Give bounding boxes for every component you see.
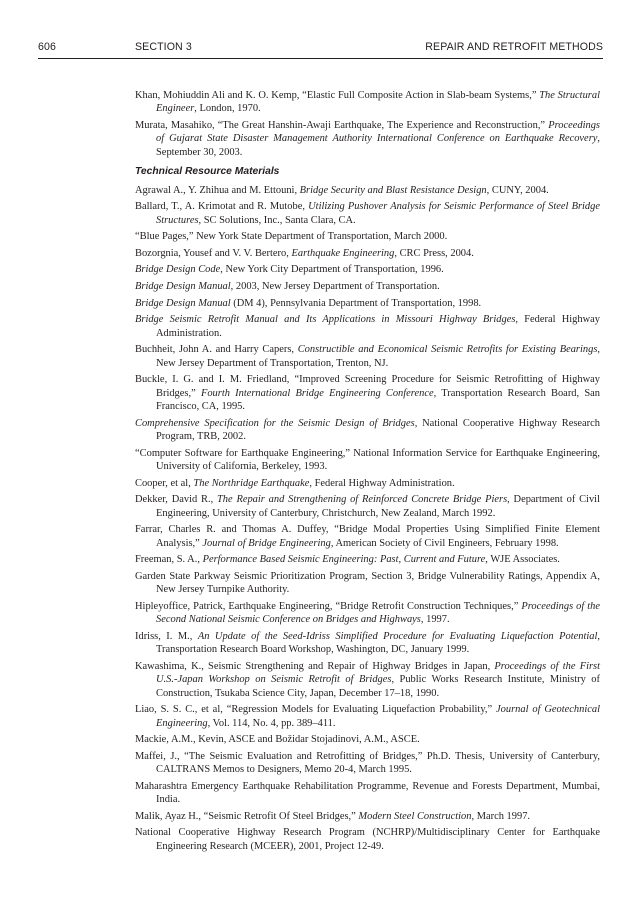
reference-text: Mackie, A.M., Kevin, ASCE and Božidar Stojadinovi, A.M., ASCE.	[135, 734, 420, 746]
reference-title: An Update of the Seed-Idriss Simplified Procedure for Evaluating Liquefaction Potential	[197, 630, 598, 642]
reference-text: , Transportation Research Board, San Francisco, CA, 1995.	[156, 387, 600, 412]
reference-title: Comprehensive Specification for the Seismic Design of Bridges	[135, 417, 415, 429]
reference-text: , Federal Highway Administration.	[156, 314, 600, 339]
reference-text: Maharashtra Emergency Earthquake Rehabilitation Programme, Revenue and Forests Department, Mumbai, India.	[135, 780, 600, 806]
reference-text: , New Jersey Department of Transportation, Trenton, NJ.	[156, 344, 600, 369]
reference-text: , September 30, 2003.	[156, 133, 600, 158]
reference-entry	[135, 660, 600, 700]
reference-text: , American Society of Civil Engineers, February 1998.	[330, 537, 559, 549]
reference-title: Bridge Security and Blast Resistance Design	[299, 184, 487, 196]
references-before-subheading	[135, 89, 600, 159]
reference-text: National Cooperative Highway Research Program (NCHRP)/Multidisciplinary Center for Earthquake Engineering Research (MCEER), 2001, Project 12-49.	[135, 827, 600, 852]
reference-text: Khan, Mohiuddin Ali and K. O. Kemp, “Elastic Full Composite Action in Slab-beam Systems,”	[135, 90, 540, 101]
reference-entry	[135, 570, 600, 597]
running-header	[38, 41, 603, 55]
reference-text: Maffei, J., “The Seismic Evaluation and Retrofitting of Bridges,” Ph.D. Thesis, University of Canterbury, CALTRANS Memos to Designers, Memo 20-4, March 1995.	[135, 750, 600, 776]
reference-entry	[135, 553, 600, 566]
reference-text: (DM 4), Pennsylvania Department of Transportation, 1998.	[230, 297, 482, 309]
reference-entry	[135, 477, 600, 490]
reference-text: Bozorgnia, Yousef and V. V. Bertero,	[135, 247, 292, 259]
reference-list	[135, 89, 600, 856]
reference-text: , CRC Press, 2004.	[394, 247, 474, 259]
reference-text: Kawashima, K., Seismic Strengthening and Repair of Highway Bridges in Japan,	[135, 660, 495, 672]
reference-entry	[135, 247, 600, 260]
reference-text: Ballard, T., A. Krimotat and R. Mutobe,	[135, 201, 309, 213]
running-title: REPAIR AND RETROFIT METHODS	[425, 41, 603, 53]
reference-title: Bridge Seismic Retrofit Manual and Its Applications in Missouri Highway Bridges	[135, 314, 516, 326]
reference-title: Constructible and Economical Seismic Retrofits for Existing Bearings	[297, 344, 598, 356]
reference-text: Idriss, I. M.,	[135, 630, 198, 642]
reference-title: Proceedings of Gujarat State Disaster Management Authority International Conference on Earthquake Recovery	[156, 120, 600, 145]
reference-title: Modern Steel Construction	[358, 810, 472, 822]
reference-entry	[135, 373, 600, 413]
reference-entry	[135, 703, 600, 730]
reference-entry	[135, 297, 600, 310]
reference-entry	[135, 343, 600, 370]
reference-entry	[135, 119, 600, 159]
page-number: 606	[38, 41, 56, 53]
reference-entry	[135, 733, 600, 746]
reference-title: Earthquake Engineering	[291, 247, 395, 259]
reference-text: , Public Works Research Institute, Ministry of Construction, Tsukaba Science City, Japan, December 17–18, 1990.	[156, 674, 600, 699]
header-rule	[38, 58, 603, 59]
reference-text: , WJE Associates.	[485, 554, 560, 566]
reference-text: , 1997.	[420, 614, 450, 626]
reference-title: Proceedings of the First U.S.-Japan Workshop on Seismic Retrofit of Bridges	[156, 660, 600, 686]
reference-text: Buchheit, John A. and Harry Capers,	[135, 344, 298, 356]
reference-text: , Transportation Research Board Workshop, Washington, DC, January 1999.	[156, 630, 600, 656]
reference-text: Farrar, Charles R. and Thomas A. Duffey, “Bridge Modal Properties Using Simplified Finite Element Analysis,”	[135, 524, 600, 549]
reference-entry	[135, 89, 600, 116]
reference-title: Bridge Design Manual	[135, 281, 231, 292]
reference-text: Cooper, et al,	[135, 477, 194, 489]
reference-title: Performance Based Seismic Engineering: Past, Current and Future	[202, 554, 486, 566]
references-technical-resource-materials	[135, 184, 600, 853]
reference-text: Malik, Ayaz H., “Seismic Retrofit Of Steel Bridges,”	[135, 810, 359, 822]
reference-title: The Repair and Strengthening of Reinforced Concrete Bridge Piers	[217, 494, 508, 506]
reference-text: , March 1997.	[471, 810, 531, 822]
reference-text: “Computer Software for Earthquake Engineering,” National Information Service for Earthquake Engineering, University of California, Berkeley, 1993.	[135, 447, 600, 472]
reference-entry	[135, 184, 600, 197]
reference-text: Hipleyoffice, Patrick, Earthquake Engineering, “Bridge Retrofit Construction Techniques,”	[135, 600, 522, 612]
reference-entry	[135, 230, 600, 243]
reference-entry	[135, 523, 600, 550]
reference-text: Dekker, David R.,	[135, 494, 217, 506]
reference-entry	[135, 200, 600, 227]
reference-text: , SC Solutions, Inc., Santa Clara, CA.	[198, 214, 356, 226]
subheading-technical-resource-materials: Technical Resource Materials	[135, 166, 280, 178]
reference-entry	[135, 280, 600, 293]
reference-title: Fourth International Bridge Engineering Conference	[200, 387, 434, 399]
reference-entry	[135, 810, 600, 823]
reference-text: , London, 1970.	[194, 103, 261, 115]
reference-entry	[135, 263, 600, 276]
reference-entry	[135, 630, 600, 657]
reference-entry	[135, 313, 600, 340]
reference-text: Liao, S. S. C., et al, “Regression Models for Evaluating Liquefaction Probability,”	[135, 704, 496, 716]
section-label: SECTION 3	[135, 41, 192, 53]
reference-text: , Department of Civil Engineering, University of Canterbury, Christchurch, New Zealand, March 1992.	[156, 494, 600, 519]
reference-text: , 2003, New Jersey Department of Transportation.	[230, 281, 440, 292]
reference-entry	[135, 826, 600, 853]
reference-entry	[135, 417, 600, 444]
reference-entry	[135, 780, 600, 807]
reference-text: “Blue Pages,” New York State Department of Transportation, March 2000.	[135, 231, 448, 243]
reference-text: , New York City Department of Transportation, 1996.	[220, 264, 444, 276]
reference-title: Bridge Design Code	[135, 264, 221, 276]
reference-text: Agrawal A., Y. Zhihua and M. Ettouni,	[135, 184, 300, 196]
reference-text: Buckle, I. G. and I. M. Friedland, “Improved Screening Procedure for Seismic Retrofitting of Highway Bridges,”	[135, 374, 600, 399]
reference-title: Proceedings of the Second National Seismic Conference on Bridges and Highways	[156, 600, 600, 626]
reference-text: Freeman, S. A.,	[135, 554, 203, 566]
reference-text: Garden State Parkway Seismic Prioritization Program, Section 3, Bridge Vulnerability Ratings, Appendix A, New Jersey Turnpike Authority.	[135, 570, 600, 596]
reference-entry	[135, 447, 600, 474]
reference-text: , Vol. 114, No. 4, pp. 389–411.	[207, 717, 336, 729]
reference-title: Journal of Geotechnical Engineering	[156, 704, 600, 729]
reference-entry	[135, 493, 600, 520]
reference-entry	[135, 600, 600, 627]
reference-title: Journal of Bridge Engineering	[202, 537, 331, 549]
reference-text: , CUNY, 2004.	[486, 184, 549, 196]
reference-title: Bridge Design Manual	[135, 297, 231, 309]
reference-title: The Northridge Earthquake	[193, 477, 310, 489]
reference-text: , Federal Highway Administration.	[309, 477, 455, 489]
reference-title: Utilizing Pushover Analysis for Seismic Performance of Steel Bridge Structures	[156, 201, 600, 226]
reference-text: Murata, Masahiko, “The Great Hanshin-Awaji Earthquake, The Experience and Reconstruction,”	[135, 120, 549, 131]
reference-title: The Structural Engineer	[156, 90, 600, 115]
reference-text: , National Cooperative Highway Research Program, TRB, 2002.	[156, 417, 600, 442]
reference-entry	[135, 750, 600, 777]
